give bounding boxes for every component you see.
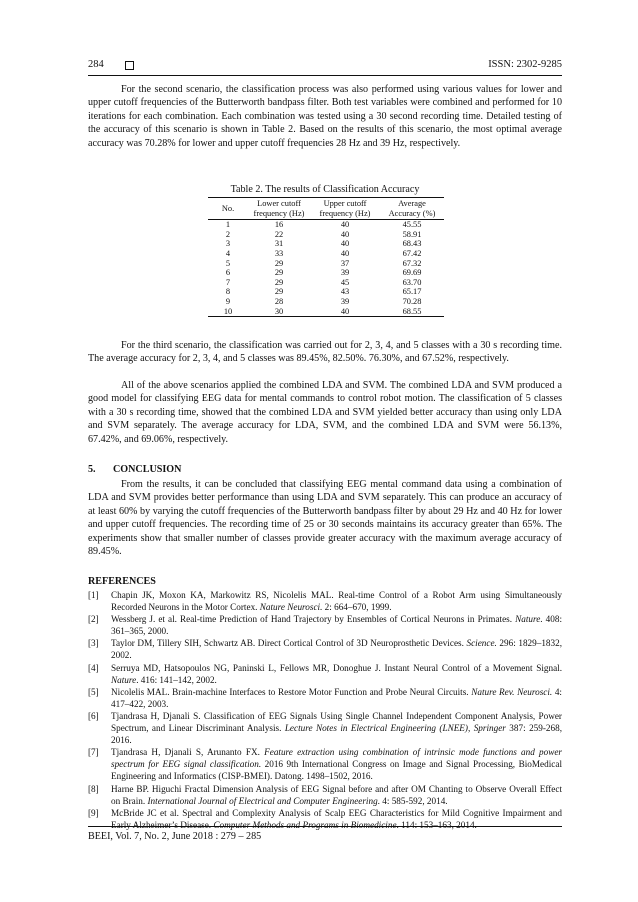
cell-lower: 29 [274, 268, 284, 278]
table-row [208, 230, 444, 240]
reference-journal: Nature Neurosci. [259, 602, 323, 613]
cell-upper: 37 [340, 258, 350, 268]
cell-upper: 40 [340, 220, 350, 230]
header-rule [88, 75, 562, 76]
cell-lower: 30 [248, 307, 310, 317]
cell-upper: 39 [340, 296, 350, 306]
cell-accuracy: 67.42 [402, 248, 422, 258]
references-heading: REFERENCES [88, 576, 156, 587]
cell-upper: 40 [340, 229, 350, 239]
reference-number: [2] [88, 614, 99, 625]
table-caption: Table 2. The results of Classification Accuracy [230, 184, 420, 195]
reference-number: [9] [88, 807, 99, 818]
cell-accuracy: 68.55 [380, 307, 444, 317]
section-heading [88, 464, 181, 475]
cell-accuracy: 45.55 [402, 220, 422, 230]
reference-number: [3] [88, 638, 99, 649]
cell-accuracy: 69.69 [402, 268, 422, 278]
paragraph-third-scenario: For the third scenario, the classification was carried out for 2, 3, 4, and 5 classes with a 30 s recording time. The average accuracy for 2, 3, 4, and 5 classes was 89.45%, 82.50%. 76.30%, and 67.52%, respectively. [88, 340, 562, 365]
table-row [208, 307, 444, 317]
cell-no: 3 [225, 239, 231, 249]
paragraph-second-scenario: For the second scenario, the classification process was also performed using various values for lower and upper cutoff frequencies of the Butterworth bandpass filter. Both test variables were combined and performed for 10 iterations for each combination. Each combination was tested using a 30 second recording time. Detailed testing of the accuracy of this scenario is shown in Table 2. Based on the results of this scenario, the most optimal average accuracy was 70.28% for lower and upper cutoff frequencies 28 Hz and 39 Hz, respectively. [88, 84, 562, 149]
reference-item: [6] Tjandrasa H, Djanali S. Classification of EEG Signals Using Single Channel Independent Component Analysis, Power Spectrum, and Linear Discriminant Analysis. Lecture Notes in Electrical Engineering (LNEE), Springer 387: 259-268, 2016. [88, 710, 562, 746]
table-row [208, 287, 444, 297]
reference-journal: Nature Rev. Neurosci. [471, 686, 553, 697]
header-average-accuracy: Average Accuracy (%) [380, 198, 444, 220]
reference-item: [9] McBride JC et al. Spectral and Complexity Analysis of Scalp EEG Characteristics for Mild Cognitive Impairment and Early Alzheimer’s Disease. Computer Methods and Programs in Biomedicine. 114: 153–163, 2014. [88, 807, 562, 830]
reference-number: [6] [88, 710, 99, 721]
cell-no: 5 [225, 258, 231, 268]
cell-no: 6 [225, 268, 231, 278]
cell-upper: 43 [340, 287, 350, 297]
reference-number: [4] [88, 662, 99, 673]
paragraph-lda-svm: All of the above scenarios applied the combined LDA and SVM. The combined LDA and SVM produced a good model for classifying EEG data for mental commands to control robot motion. The classification of 5 classes with a 30 s recording time, showed that the combined LDA and SVM yielded better accuracy than using only LDA and SVM separately. The average accuracy for LDA, SVM, and the combined LDA and SVM were 56.13%, 67.42%, and 69.06%, respectively. [88, 380, 562, 445]
cell-upper: 40 [340, 239, 350, 249]
cell-lower: 22 [274, 229, 284, 239]
table-row [208, 297, 444, 307]
cell-lower: 29 [274, 287, 284, 297]
table-row [208, 278, 444, 288]
reference-journal: Science. [466, 638, 497, 649]
cell-lower: 29 [274, 277, 284, 287]
footer-citation: BEEI, Vol. 7, No. 2, June 2018 : 279 – 285 [88, 831, 262, 842]
reference-item: [7] Tjandrasa H, Djanali S, Arunanto FX. Feature extraction using combination of intrinsic mode functions and power spectrum for EEG signal classification. 2016 9th International Congress on Image and Signal Processing, BioMedical Engineering and Informatics (CISP-BMEI). Datong. 1498–1502, 2016. [88, 747, 562, 782]
cell-upper: 40 [310, 307, 380, 317]
reference-number: [1] [88, 590, 99, 600]
cell-lower: 29 [274, 258, 284, 268]
reference-item: [2] Wessberg J. et al. Real-time Prediction of Hand Trajectory by Ensembles of Cortical Neurons in Primates. Nature. 408: 361–365, 2000. [88, 614, 562, 637]
cell-accuracy: 68.43 [402, 239, 422, 249]
cell-lower: 28 [274, 296, 284, 306]
cell-no: 7 [225, 277, 231, 287]
results-table [208, 197, 444, 317]
header-lower-cutoff: Lower cutoff frequency (Hz) [248, 198, 310, 220]
cell-upper: 40 [340, 248, 350, 258]
header-upper-cutoff: Upper cutoff frequency (Hz) [310, 198, 380, 220]
page-number: 284 [88, 59, 104, 70]
cell-no: 2 [225, 229, 231, 239]
cell-lower: 31 [274, 239, 284, 249]
section-number: 5. [88, 464, 96, 475]
cell-lower: 16 [274, 220, 284, 230]
table-row [208, 220, 444, 230]
reference-journal: Nature [515, 614, 541, 625]
cell-accuracy: 58.91 [402, 229, 422, 239]
footer-rule [88, 826, 562, 827]
cell-no: 4 [225, 248, 231, 258]
reference-journal: International Journal of Electrical and Computer Engineering [147, 795, 378, 806]
header-no: No. [208, 198, 248, 220]
cell-accuracy: 70.28 [402, 296, 422, 306]
reference-journal: Nature [111, 674, 137, 685]
page-header [88, 59, 562, 73]
reference-number: [8] [88, 783, 99, 794]
table-header-row [208, 198, 444, 220]
cell-lower: 33 [274, 248, 284, 258]
reference-item: [4] Serruya MD, Hatsopoulos NG, Paninski L, Fellows MR, Donoghue J. Instant Neural Control of a Movement Signal. Nature. 416: 141–142, 2002. [88, 662, 562, 685]
cell-accuracy: 67.32 [402, 258, 422, 268]
reference-item: [3] Taylor DM, Tillery SIH, Schwartz AB. Direct Cortical Control of 3D Neuroprosthetic Devices. Science. 296: 1829–1832, 2002. [88, 638, 562, 661]
cell-accuracy: 65.17 [402, 287, 422, 297]
paragraph-conclusion: From the results, it can be concluded that classifying EEG mental command data using a combination of LDA and SVM provides better performance than using LDA and SVM separately. This can produce an accuracy of at least 60% by varying the cutoff frequencies of the Butterworth bandpass filter by about 29 Hz and 40 Hz for lower and upper cutoff frequencies. The recording time of 25 or 30 seconds maintains its accuracy greater than 65%. The experiments show that smaller number of classes provide greater accuracy with the maximum average accuracy of 89.45%. [88, 479, 562, 558]
reference-number: [5] [88, 686, 99, 697]
reference-item: [5] Nicolelis MAL. Brain-machine Interfaces to Restore Motor Function and Probe Neural Circuits. Nature Rev. Neurosci. 4: 417–422, 2003. [88, 686, 562, 709]
table-row [208, 249, 444, 259]
cell-upper: 45 [340, 277, 350, 287]
square-bullet-icon [125, 61, 134, 70]
issn-label: ISSN: 2302-9285 [488, 59, 562, 70]
reference-item: [8] Harne BP. Higuchi Fractal Dimension Analysis of EEG Signal before and after OM Chanting to Observe Overall Effect on Brain. International Journal of Electrical and Computer Engineering. 4: 585-592, 2014. [88, 783, 562, 806]
cell-no: 1 [225, 220, 231, 230]
reference-journal: Lecture Notes in Electrical Engineering (LNEE), Springer [284, 723, 506, 734]
section-title: CONCLUSION [113, 464, 182, 475]
reference-list [88, 589, 562, 831]
cell-accuracy: 63.70 [402, 277, 422, 287]
table-row [208, 268, 444, 278]
reference-item: [1] Chapin JK, Moxon KA, Markowitz RS, Nicolelis MAL. Real-time Control of a Robot Arm using Simultaneously Recorded Neurons in the Motor Cortex. Nature Neurosci. 2: 664–670, 1999. [88, 590, 562, 613]
table-row [208, 259, 444, 269]
reference-journal: Computer Methods and Programs in Biomedicine [213, 819, 397, 830]
cell-upper: 39 [340, 268, 350, 278]
cell-no: 8 [225, 287, 231, 297]
reference-number: [7] [88, 747, 99, 758]
cell-no: 10 [208, 307, 248, 317]
table-row [208, 239, 444, 249]
cell-no: 9 [225, 296, 231, 306]
reference-journal: Feature extraction using combination of intrinsic mode functions and power spectrum for EEG signal classification. [111, 747, 562, 770]
